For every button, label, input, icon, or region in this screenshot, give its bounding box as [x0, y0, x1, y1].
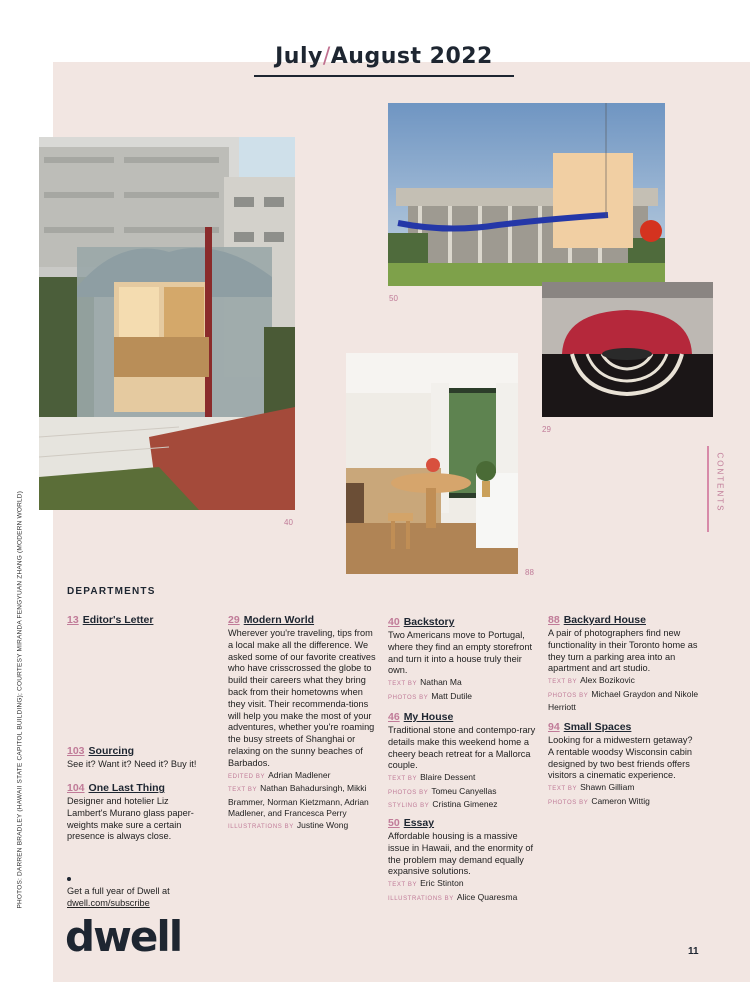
photo-backstory-house[interactable]	[39, 137, 295, 510]
entry-backstory-body: Two Americans move to Portugal, where they find an empty storefront and turn it into a house truly their own.	[388, 630, 533, 676]
entry-small-spaces-body: Looking for a midwestern getaway? A rentable woodsy Wisconsin cabin designed by two best friends offers visitors a cinematic experience.	[548, 735, 693, 781]
dwell-logo[interactable]: dwell	[65, 912, 182, 961]
entry-backyard-house-body: A pair of photographers find new functionality in their Toronto home as they turn a parking area into an apartment and art studio.	[548, 628, 698, 674]
entry-essay-body: Affordable housing is a massive issue in Hawaii, and the enormity of the problem may demand equally expansive solutions.	[388, 831, 534, 877]
photo-essay-capitol[interactable]	[388, 103, 665, 286]
credit-text-by: TEXT BY Nathan Bahadursingh, Mikki Brammer, Norman Kietzmann, Adrian Madlener, and Francesca Perry	[228, 783, 369, 819]
page-ref-29: 29	[542, 425, 551, 434]
entry-small-spaces[interactable]: 94 Small Spaces Looking for a midwestern getaway? A rentable woodsy Wisconsin cabin designed by two best friends offers visitors a cinematic experience. TEXT BY Shawn Gilliam PHOTOS BY Cameron Wittig	[548, 721, 700, 809]
bullet-icon	[67, 877, 71, 881]
entry-my-house-body: Traditional stone and contempo-rary details make this weekend home a cheery beach retreat for a Mallorca couple.	[388, 725, 536, 771]
credit-edited-by: EDITED BY Adrian Madlener	[228, 769, 331, 780]
entry-modern-world[interactable]: 29 Modern World Wherever you're traveling, tips from a local make all the difference. We asked some of our favorite creatives who have crisscrossed the globe to build their careers what they bring back from their hometowns when they visit. Their recommenda-tions will help you make the most of your adventures, whether you're roaming the busy streets of Shanghai or relaxing on the sunny beaches of Barbados. EDITED BY Adrian Madlener TEXT BY Nathan Bahadursingh, Mikki Brammer, Norman Kietzmann, Adrian Madlener, and Francesca Perry ILLUSTRATIONS BY Justine Wong	[228, 614, 378, 833]
entry-sourcing-body: See it? Want it? Need it? Buy it!	[67, 759, 197, 769]
issue-title: July/August 2022	[275, 44, 493, 69]
entry-my-house[interactable]: 46 My House Traditional stone and contempo-rary details make this weekend home a cheery beach retreat for a Mallorca couple. TEXT BY Blaire Dessent PHOTOS BY Tomeu Canyellas STYLING BY Cristina Gimenez	[388, 711, 538, 813]
subscribe-promo	[67, 885, 170, 909]
title-rule	[254, 75, 514, 77]
contents-tab-label[interactable]: CONTENTS	[715, 452, 725, 513]
entry-sourcing[interactable]: 103 Sourcing See it? Want it? Need it? Buy it!	[67, 745, 217, 771]
entry-editors-letter[interactable]: 13 Editor's Letter	[67, 614, 154, 626]
photo-backyard-interior[interactable]	[346, 353, 518, 574]
photo-modern-world-rug[interactable]	[542, 282, 713, 417]
page-ref-50: 50	[389, 294, 398, 303]
contents-tab-line	[707, 446, 709, 532]
entry-one-last-thing[interactable]: 104 One Last Thing Designer and hotelier Liz Lambert's Murano glass paper-weights make sure a certain presence is always close.	[67, 782, 209, 843]
page-number: 11	[688, 946, 699, 957]
entry-backstory[interactable]: 40 Backstory Two Americans move to Portugal, where they find an empty storefront and turn it into a house truly their own. TEXT BY Nathan Ma PHOTOS BY Matt Dutile	[388, 616, 538, 704]
entry-one-last-thing-body: Designer and hotelier Liz Lambert's Murano glass paper-weights make sure a certain presence is always close.	[67, 796, 194, 842]
entry-backyard-house[interactable]: 88 Backyard House A pair of photographers find new functionality in their Toronto home as they turn a parking area into an apartment and art studio. TEXT BY Alex Bozikovic PHOTOS BY Michael Graydon and Nikole Herriott	[548, 614, 699, 713]
page-ref-88: 88	[525, 568, 534, 577]
section-heading: DEPARTMENTS	[67, 586, 156, 597]
entry-modern-world-body: Wherever you're traveling, tips from a local make all the difference. We asked some of our favorite creatives who have crisscrossed the globe to build their careers what they bring back from their hometowns when they visit. Their recommenda-tions will help you make the most of your adventures, whether you're roaming the busy streets of Shanghai or relaxing on the sunny beaches of Barbados.	[228, 628, 376, 768]
photo-credit: PHOTOS: DARREN BRADLEY (HAWAII STATE CAPITOL BUILDING); COURTESY MIRANDA FENGYUAN ZHANG (MODERN WORLD)	[16, 490, 24, 909]
subscribe-link[interactable]: dwell.com/subscribe	[67, 898, 150, 908]
page-ref-40: 40	[284, 518, 293, 527]
credit-illustrations-by: ILLUSTRATIONS BY Justine Wong	[228, 819, 349, 830]
subscribe-text: Get a full year of Dwell at	[67, 886, 170, 896]
entry-essay[interactable]: 50 Essay Affordable housing is a massive issue in Hawaii, and the enormity of the problem may demand equally expansive solutions. TEXT BY Eric Stinton ILLUSTRATIONS BY Alice Quaresma	[388, 817, 538, 905]
